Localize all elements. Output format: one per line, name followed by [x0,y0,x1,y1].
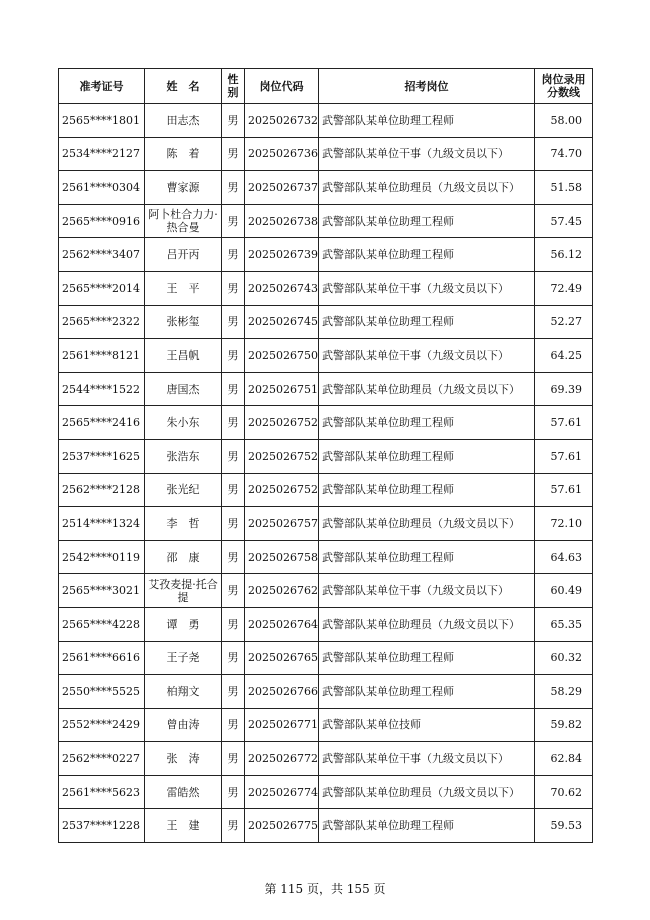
candidate-gender: 男 [222,439,245,473]
candidate-gender: 男 [222,574,245,608]
candidate-name: 王 平 [145,271,222,305]
post-title: 武警部队某单位助理员（九级文员以下） [319,171,535,205]
candidate-id: 2565****3021 [59,574,145,608]
candidate-gender: 男 [222,742,245,776]
post-code: 2025026775 [245,809,319,843]
post-code: 2025026758 [245,540,319,574]
post-code: 2025026743 [245,271,319,305]
table-row [59,607,593,641]
post-title: 武警部队某单位助理工程师 [319,641,535,675]
candidate-name: 唐国杰 [145,372,222,406]
post-title: 武警部队某单位助理工程师 [319,406,535,440]
post-code: 2025026750 [245,339,319,373]
candidate-gender: 男 [222,507,245,541]
header-code: 岗位代码 [245,69,319,104]
post-title: 武警部队某单位助理工程师 [319,238,535,272]
table-row [59,372,593,406]
candidate-name: 雷皓然 [145,775,222,809]
table-row [59,574,593,608]
candidate-name: 王昌帆 [145,339,222,373]
score-line: 51.58 [535,171,593,205]
score-line: 60.32 [535,641,593,675]
candidate-id: 2550****5525 [59,675,145,709]
table-row [59,171,593,205]
score-line: 58.29 [535,675,593,709]
score-line: 57.61 [535,439,593,473]
score-line: 58.00 [535,104,593,138]
post-title: 武警部队某单位助理员（九级文员以下） [319,372,535,406]
table-row [59,775,593,809]
post-code: 2025026752 [245,406,319,440]
table-row [59,641,593,675]
post-code: 2025026765 [245,641,319,675]
post-title: 武警部队某单位助理工程师 [319,675,535,709]
post-title: 武警部队某单位助理员（九级文员以下） [319,507,535,541]
post-code: 2025026732 [245,104,319,138]
post-title: 武警部队某单位助理工程师 [319,540,535,574]
table-row [59,809,593,843]
post-code: 2025026745 [245,305,319,339]
candidate-name: 邵 康 [145,540,222,574]
candidate-name: 张浩东 [145,439,222,473]
header-post: 招考岗位 [319,69,535,104]
table-row [59,708,593,742]
candidate-gender: 男 [222,708,245,742]
table-row [59,406,593,440]
candidate-id: 2565****2014 [59,271,145,305]
post-title: 武警部队某单位干事（九级文员以下） [319,574,535,608]
score-line: 57.45 [535,204,593,238]
candidate-id: 2562****3407 [59,238,145,272]
candidate-id: 2565****2416 [59,406,145,440]
post-title: 武警部队某单位助理工程师 [319,809,535,843]
candidate-gender: 男 [222,775,245,809]
candidate-id: 2565****1801 [59,104,145,138]
candidate-id: 2561****5623 [59,775,145,809]
post-title: 武警部队某单位助理员（九级文员以下） [319,775,535,809]
score-line: 72.10 [535,507,593,541]
candidate-id: 2561****6616 [59,641,145,675]
score-line: 59.82 [535,708,593,742]
candidate-name: 柏翔文 [145,675,222,709]
candidate-id: 2537****1625 [59,439,145,473]
candidate-gender: 男 [222,406,245,440]
table-row [59,540,593,574]
header-gender: 性别 [222,69,245,104]
score-line: 60.49 [535,574,593,608]
score-line: 74.70 [535,137,593,171]
candidate-gender: 男 [222,104,245,138]
candidate-id: 2552****2429 [59,708,145,742]
score-table [58,68,593,843]
post-code: 2025026774 [245,775,319,809]
post-code: 2025026762 [245,574,319,608]
candidate-id: 2562****0227 [59,742,145,776]
score-line: 52.27 [535,305,593,339]
score-line: 70.62 [535,775,593,809]
candidate-name: 张彬玺 [145,305,222,339]
table-row [59,675,593,709]
candidate-gender: 男 [222,675,245,709]
candidate-gender: 男 [222,305,245,339]
table-header-row [59,69,593,104]
post-title: 武警部队某单位干事（九级文员以下） [319,271,535,305]
candidate-gender: 男 [222,339,245,373]
candidate-name: 朱小东 [145,406,222,440]
candidate-name: 曾由涛 [145,708,222,742]
post-title: 武警部队某单位助理工程师 [319,204,535,238]
candidate-gender: 男 [222,204,245,238]
candidate-gender: 男 [222,809,245,843]
score-line: 64.63 [535,540,593,574]
candidate-gender: 男 [222,473,245,507]
post-title: 武警部队某单位技师 [319,708,535,742]
candidate-name: 王子尧 [145,641,222,675]
table-row [59,305,593,339]
candidate-id: 2534****2127 [59,137,145,171]
candidate-name: 艾孜麦提·托合提 [145,574,222,608]
candidate-id: 2565****4228 [59,607,145,641]
candidate-gender: 男 [222,271,245,305]
candidate-gender: 男 [222,137,245,171]
candidate-id: 2544****1522 [59,372,145,406]
candidate-id: 2561****8121 [59,339,145,373]
post-code: 2025026764 [245,607,319,641]
candidate-name: 田志杰 [145,104,222,138]
table-row [59,742,593,776]
table-row [59,204,593,238]
post-title: 武警部队某单位干事（九级文员以下） [319,339,535,373]
candidate-id: 2514****1324 [59,507,145,541]
post-title: 武警部队某单位助理工程师 [319,104,535,138]
post-title: 武警部队某单位助理工程师 [319,305,535,339]
candidate-gender: 男 [222,540,245,574]
post-code: 2025026772 [245,742,319,776]
table-row [59,238,593,272]
score-line: 59.53 [535,809,593,843]
page-footer: 第 115 页，共 155 页 [264,882,386,896]
post-code: 2025026736 [245,137,319,171]
post-code: 2025026757 [245,507,319,541]
candidate-id: 2561****0304 [59,171,145,205]
candidate-name: 张光纪 [145,473,222,507]
post-title: 武警部队某单位干事（九级文员以下） [319,742,535,776]
score-line: 72.49 [535,271,593,305]
post-code: 2025026766 [245,675,319,709]
score-line: 64.25 [535,339,593,373]
candidate-id: 2537****1228 [59,809,145,843]
candidate-gender: 男 [222,607,245,641]
candidate-name: 谭 勇 [145,607,222,641]
candidate-gender: 男 [222,171,245,205]
candidate-gender: 男 [222,372,245,406]
table-row [59,104,593,138]
candidate-id: 2565****0916 [59,204,145,238]
header-score: 岗位录用分数线 [535,69,593,104]
post-code: 2025026751 [245,372,319,406]
score-line: 57.61 [535,406,593,440]
score-line: 69.39 [535,372,593,406]
candidate-id: 2542****0119 [59,540,145,574]
score-line: 65.35 [535,607,593,641]
table-row [59,271,593,305]
post-code: 2025026771 [245,708,319,742]
candidate-gender: 男 [222,641,245,675]
table-body [59,104,593,843]
post-code: 2025026737 [245,171,319,205]
candidate-name: 陈 着 [145,137,222,171]
table-row [59,137,593,171]
candidate-name: 曹家源 [145,171,222,205]
candidate-name: 王 建 [145,809,222,843]
candidate-id: 2565****2322 [59,305,145,339]
post-code: 2025026752 [245,473,319,507]
table-row [59,439,593,473]
candidate-name: 张 涛 [145,742,222,776]
candidate-name: 李 哲 [145,507,222,541]
header-id: 准考证号 [59,69,145,104]
score-line: 56.12 [535,238,593,272]
score-line: 57.61 [535,473,593,507]
post-title: 武警部队某单位干事（九级文员以下） [319,137,535,171]
post-code: 2025026739 [245,238,319,272]
post-title: 武警部队某单位助理工程师 [319,439,535,473]
post-title: 武警部队某单位助理员（九级文员以下） [319,607,535,641]
table-row [59,339,593,373]
post-code: 2025026752 [245,439,319,473]
header-name: 姓 名 [145,69,222,104]
post-title: 武警部队某单位助理工程师 [319,473,535,507]
score-line: 62.84 [535,742,593,776]
candidate-gender: 男 [222,238,245,272]
candidate-name: 吕开丙 [145,238,222,272]
candidate-id: 2562****2128 [59,473,145,507]
table-row [59,507,593,541]
candidate-name: 阿卜杜合力力·热合曼 [145,204,222,238]
post-code: 2025026738 [245,204,319,238]
table-row [59,473,593,507]
